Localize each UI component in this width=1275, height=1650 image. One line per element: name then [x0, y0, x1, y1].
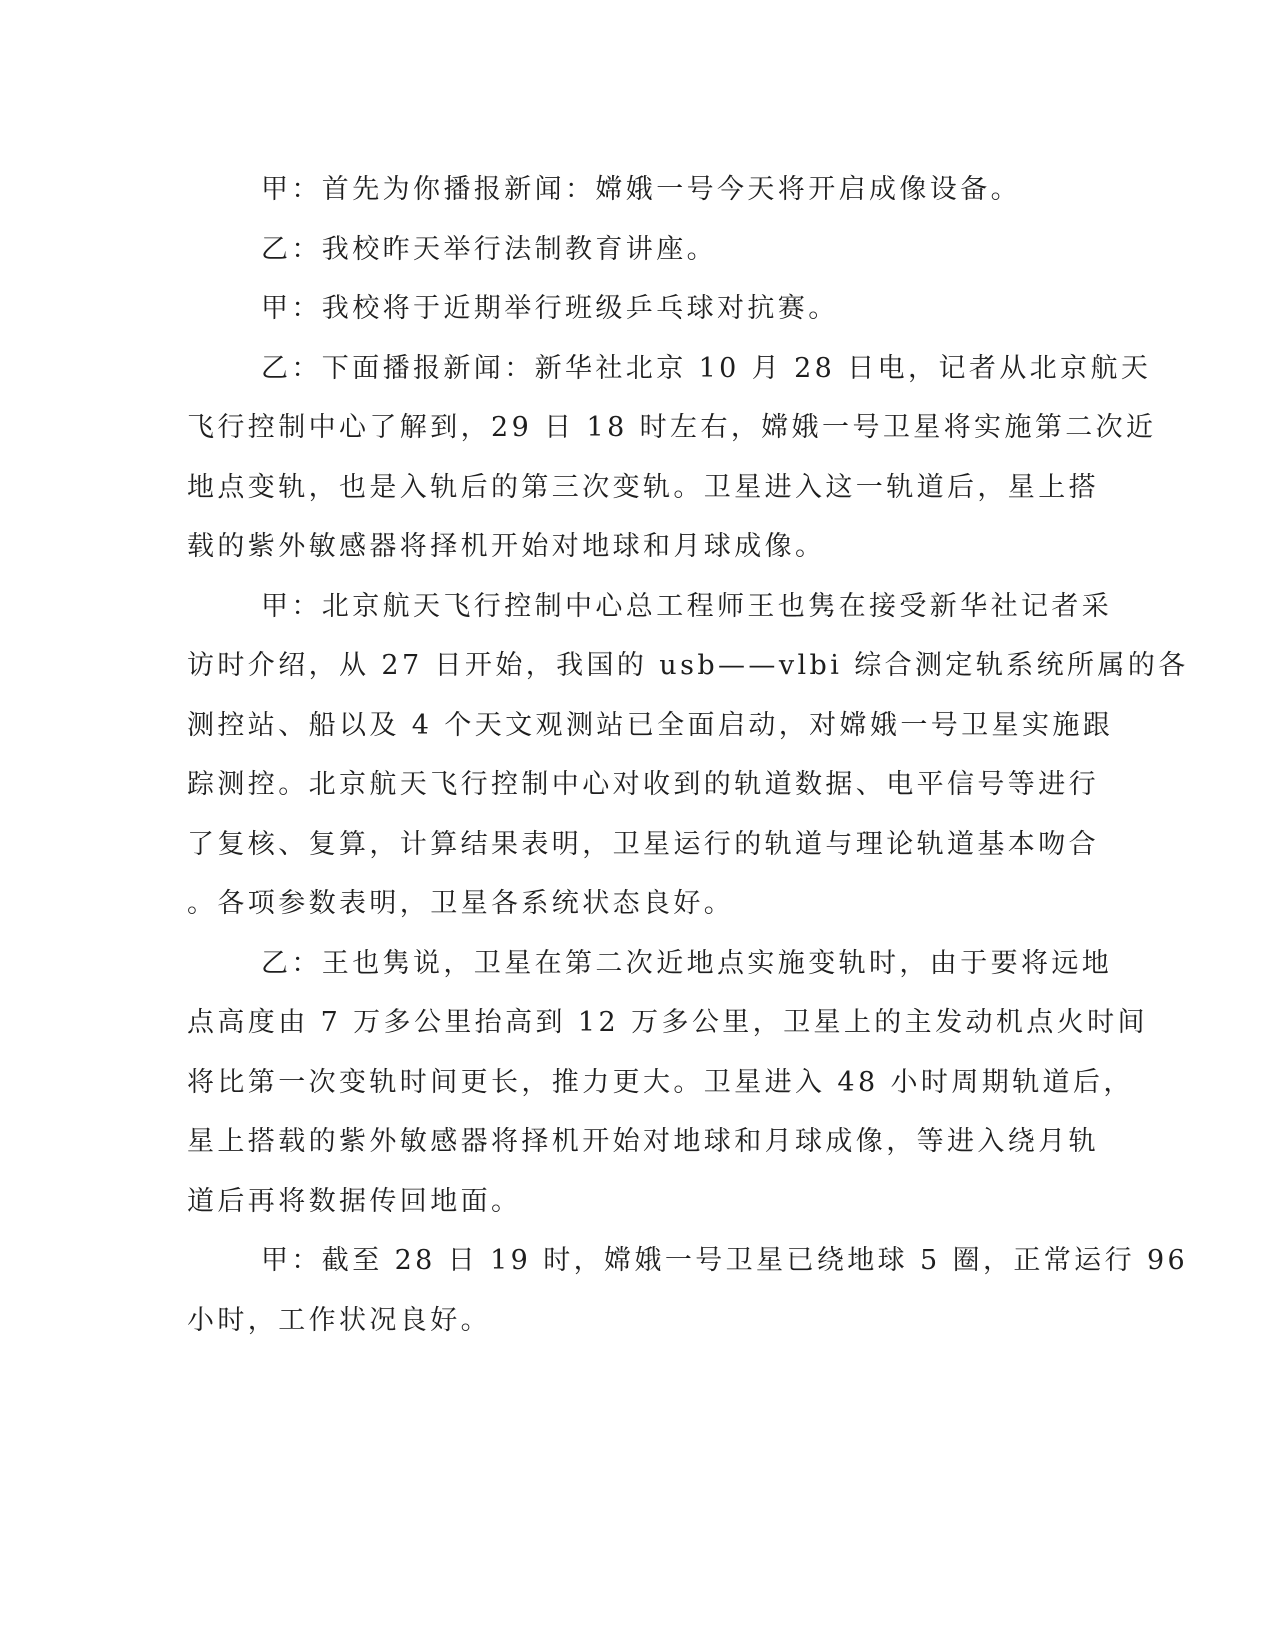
text-line: 乙：下面播报新闻：新华社北京 10 月 28 日电，记者从北京航天	[261, 352, 1152, 384]
text-line: 甲：首先为你播报新闻：嫦娥一号今天将开启成像设备。	[261, 174, 1021, 205]
text-line: 点高度由 7 万多公里抬高到 12 万多公里，卫星上的主发动机点火时间	[187, 1007, 1148, 1038]
text-line: 了复核、复算，计算结果表明，卫星运行的轨道与理论轨道基本吻合	[187, 828, 1099, 860]
text-line: 星上搭载的紫外敏感器将择机开始对地球和月球成像，等进入绕月轨	[187, 1126, 1099, 1157]
text-line: 道后再将数据传回地面。	[187, 1185, 522, 1217]
text-line: 载的紫外敏感器将择机开始对地球和月球成像。	[187, 531, 826, 562]
text-line: 乙：王也隽说，卫星在第二次近地点实施变轨时，由于要将远地	[261, 947, 1113, 979]
text-line: 乙：我校昨天举行法制教育讲座。	[261, 233, 717, 265]
text-line: 甲：北京航天飞行控制中心总工程师王也隽在接受新华社记者采	[261, 590, 1113, 622]
text-line: 飞行控制中心了解到，29 日 18 时左右，嫦娥一号卫星将实施第二次近	[187, 412, 1157, 443]
text-line: 访时介绍，从 27 日开始，我国的 usb——vlbi 综合测定轨系统所属的各	[187, 650, 1189, 681]
text-line: 甲：我校将于近期举行班级乒乓球对抗赛。	[261, 293, 839, 324]
text-line: 测控站、船以及 4 个天文观测站已全面启动，对嫦娥一号卫星实施跟	[187, 709, 1114, 741]
document-body	[187, 160, 1189, 1350]
text-line: 地点变轨，也是入轨后的第三次变轨。卫星进入这一轨道后，星上搭	[187, 471, 1099, 503]
text-line: 。各项参数表明，卫星各系统状态良好。	[187, 888, 735, 919]
text-line: 甲：截至 28 日 19 时，嫦娥一号卫星已绕地球 5 圈，正常运行 96	[261, 1245, 1189, 1276]
text-line: 小时，工作状况良好。	[187, 1304, 491, 1336]
text-line: 将比第一次变轨时间更长，推力更大。卫星进入 48 小时周期轨道后，	[187, 1066, 1134, 1098]
text-line: 踪测控。北京航天飞行控制中心对收到的轨道数据、电平信号等进行	[187, 769, 1099, 800]
